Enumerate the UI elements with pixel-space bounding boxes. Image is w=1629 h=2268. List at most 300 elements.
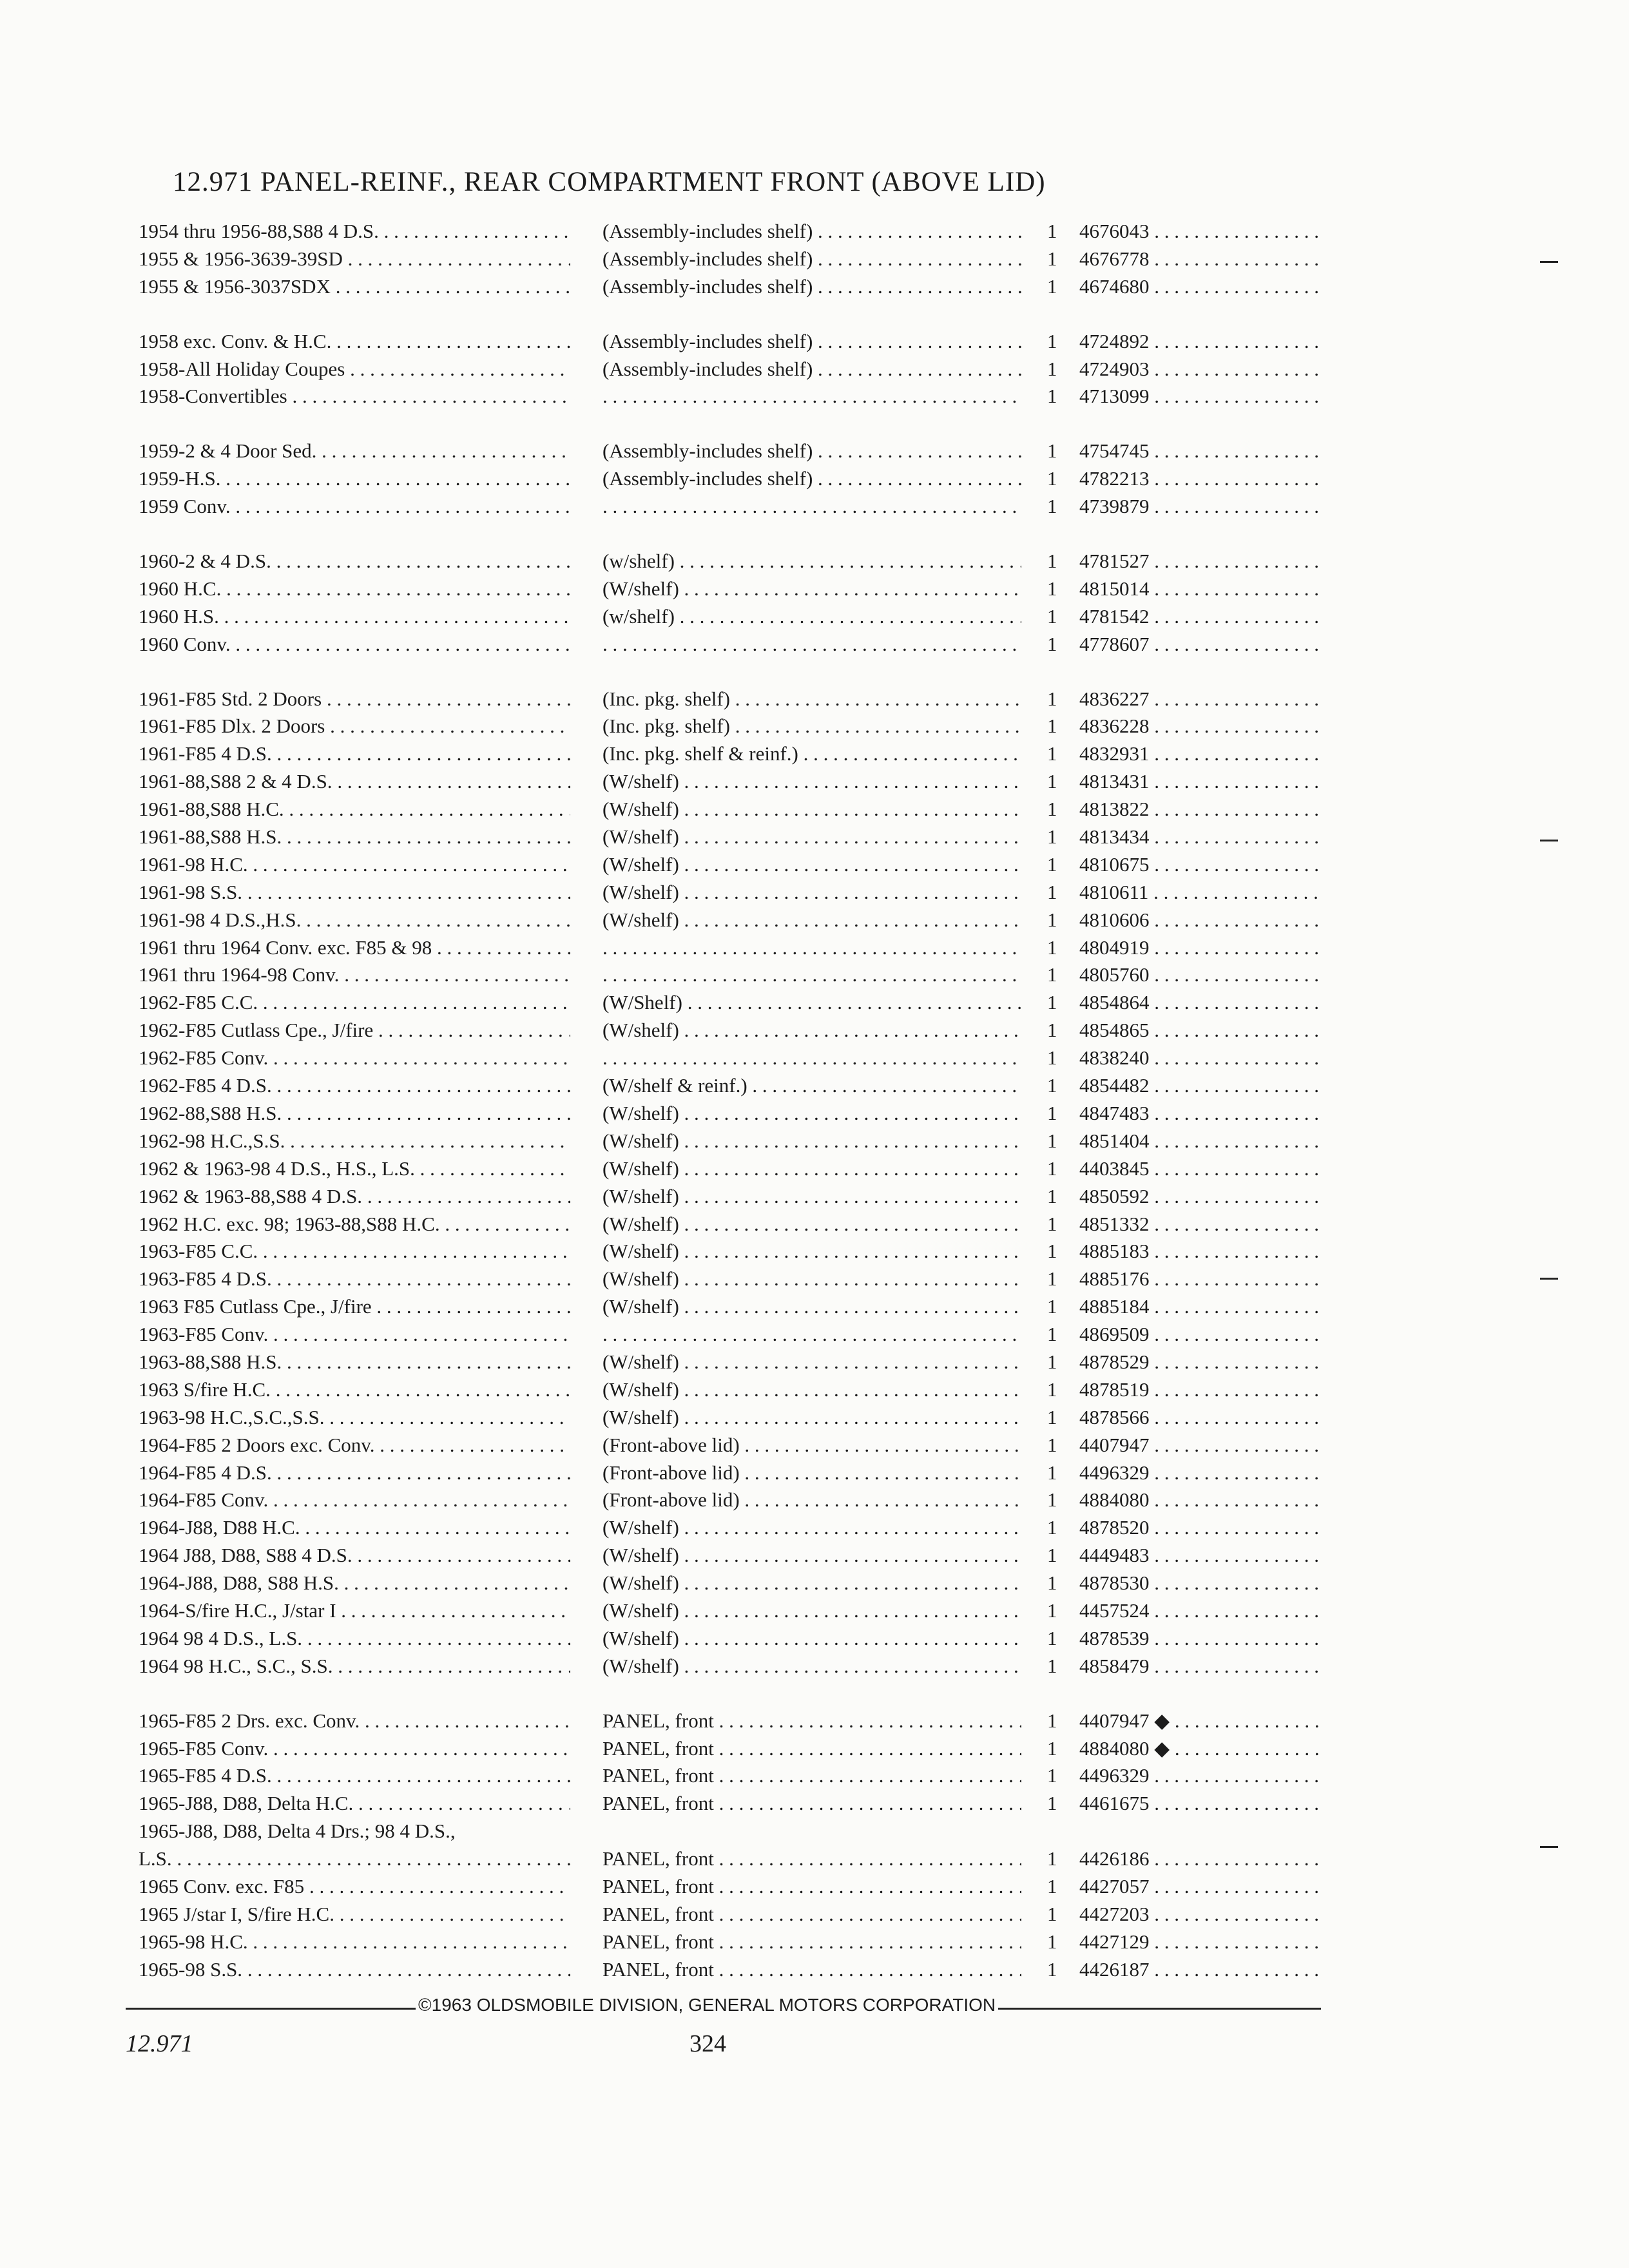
- quantity-cell: 1: [1047, 1157, 1057, 1180]
- description-cell: [602, 934, 1021, 961]
- model-cell: 1955 & 1956-3037SDX . . .: [139, 273, 570, 300]
- footer-copyright: ©1963 OLDSMOBILE DIVISION, GENERAL MOTORS CORPORATION: [416, 1995, 998, 2015]
- model-cell: 1960 H.S. . . .: [139, 603, 570, 630]
- part-number-cell: 4426186 . . .: [1079, 1845, 1324, 1872]
- part-number-cell: 4724892 . . .: [1079, 328, 1324, 355]
- quantity-cell: 1: [1047, 1709, 1057, 1732]
- part-number-cell: 4885184 . . .: [1079, 1293, 1324, 1320]
- description-cell: [602, 1044, 1021, 1072]
- model-cell: 1961-F85 Dlx. 2 Doors . . .: [139, 713, 570, 740]
- model-cell: 1961-88,S88 2 & 4 D.S. . . .: [139, 768, 570, 795]
- part-number-cell: 4449483 . . .: [1079, 1542, 1324, 1569]
- list-item: [139, 356, 1324, 383]
- list-item: [139, 1128, 1324, 1155]
- model-cell: 1961-98 H.C. . . .: [139, 851, 570, 878]
- quantity-cell: 1: [1047, 385, 1057, 408]
- model-cell: 1965 J/star I, S/fire H.C. . . .: [139, 1901, 570, 1928]
- part-number-cell: 4778607 . . .: [1079, 631, 1324, 658]
- description-cell: (Inc. pkg. shelf & reinf.) . . .: [602, 740, 1021, 767]
- quantity-cell: 1: [1047, 963, 1057, 986]
- part-number-cell: 4878530 . . .: [1079, 1570, 1324, 1597]
- description-cell: (W/shelf & reinf.) . . .: [602, 1072, 1021, 1099]
- model-cell: 1960-2 & 4 D.S. . . .: [139, 548, 570, 575]
- model-cell: 1964-F85 2 Doors exc. Conv. . . .: [139, 1432, 570, 1459]
- part-number-cell: 4810606 . . .: [1079, 907, 1324, 934]
- description-cell: PANEL, front . . .: [602, 1956, 1021, 1983]
- part-number-cell: 4854482 . . .: [1079, 1072, 1324, 1099]
- part-number-cell: 4878519 . . .: [1079, 1376, 1324, 1403]
- part-number-cell: 4461675 . . .: [1079, 1790, 1324, 1817]
- list-item: [139, 1818, 1324, 1845]
- list-item: [139, 796, 1324, 823]
- model-cell: 1965-J88, D88, Delta 4 Drs.; 98 4 D.S.,: [139, 1820, 456, 1843]
- model-cell: 1964-J88, D88 H.C. . . .: [139, 1514, 570, 1541]
- list-item: [139, 493, 1324, 521]
- part-number-cell: 4810675 . . .: [1079, 851, 1324, 878]
- list-item: [139, 1956, 1324, 1984]
- quantity-cell: 1: [1047, 1626, 1057, 1649]
- quantity-cell: 1: [1047, 715, 1057, 738]
- description-cell: PANEL, front . . .: [602, 1901, 1021, 1928]
- quantity-cell: 1: [1047, 825, 1057, 849]
- list-item: [139, 1486, 1324, 1514]
- description-cell: (Assembly-includes shelf) . . .: [602, 356, 1021, 383]
- list-item: [139, 1735, 1324, 1763]
- quantity-cell: 1: [1047, 495, 1057, 518]
- part-number-cell: 4739879 . . .: [1079, 493, 1324, 520]
- model-cell: 1958-All Holiday Coupes . . .: [139, 356, 570, 383]
- model-cell: 1961-F85 4 D.S. . . .: [139, 740, 570, 767]
- quantity-cell: 1: [1047, 1792, 1057, 1815]
- part-number-cell: 4836227 . . .: [1079, 686, 1324, 713]
- description-cell: PANEL, front . . .: [602, 1845, 1021, 1872]
- quantity-cell: 1: [1047, 1240, 1057, 1263]
- description-cell: (W/shelf) . . .: [602, 1017, 1021, 1044]
- model-cell: 1964-F85 4 D.S. . . .: [139, 1459, 570, 1486]
- model-cell: 1962-F85 C.C. . . .: [139, 989, 570, 1016]
- model-cell: 1964 J88, D88, S88 4 D.S. . . .: [139, 1542, 570, 1569]
- part-number-cell: 4676778 . . .: [1079, 245, 1324, 273]
- list-item: [139, 1762, 1324, 1790]
- quantity-cell: 1: [1047, 247, 1057, 270]
- description-cell: (W/shelf) . . .: [602, 1211, 1021, 1238]
- list-item: [139, 1459, 1324, 1487]
- model-cell: 1963-F85 Conv. . . .: [139, 1321, 570, 1348]
- quantity-cell: 1: [1047, 1847, 1057, 1870]
- part-number-cell: 4804919 . . .: [1079, 934, 1324, 961]
- model-cell: 1961-F85 Std. 2 Doors . . .: [139, 686, 570, 713]
- model-cell: 1960 Conv. . . .: [139, 631, 570, 658]
- list-item: [139, 823, 1324, 851]
- list-item: [139, 1072, 1324, 1100]
- part-number-cell: 4810611 . . .: [1079, 879, 1324, 906]
- description-cell: (W/shelf) . . .: [602, 1597, 1021, 1624]
- part-number-cell: 4850592 . . .: [1079, 1183, 1324, 1210]
- description-cell: (W/shelf) . . .: [602, 768, 1021, 795]
- model-cell: 1965 Conv. exc. F85 . . .: [139, 1873, 570, 1900]
- page-title: 12.971 PANEL-REINF., REAR COMPARTMENT FRONT (ABOVE LID): [173, 167, 1046, 197]
- description-cell: [602, 383, 1021, 410]
- model-cell: 1958-Convertibles . . .: [139, 383, 570, 410]
- description-cell: (W/shelf) . . .: [602, 823, 1021, 850]
- description-cell: PANEL, front . . .: [602, 1873, 1021, 1900]
- part-number-cell: 4407947 ◆ . . .: [1079, 1707, 1324, 1735]
- list-item: [139, 245, 1324, 273]
- list-item: [139, 1653, 1324, 1680]
- model-cell: 1961-98 4 D.S.,H.S. . . .: [139, 907, 570, 934]
- quantity-cell: 1: [1047, 1654, 1057, 1677]
- part-number-cell: 4403845 . . .: [1079, 1155, 1324, 1182]
- description-cell: (Inc. pkg. shelf) . . .: [602, 686, 1021, 713]
- description-cell: PANEL, front . . .: [602, 1707, 1021, 1735]
- model-cell: 1961-88,S88 H.C. . . .: [139, 796, 570, 823]
- list-item: [139, 961, 1324, 989]
- list-item: [139, 437, 1324, 465]
- model-cell: 1958 exc. Conv. & H.C. . . .: [139, 328, 570, 355]
- part-number-cell: 4847483 . . .: [1079, 1100, 1324, 1127]
- description-cell: PANEL, front . . .: [602, 1928, 1021, 1956]
- quantity-cell: 1: [1047, 1736, 1057, 1760]
- list-item: [139, 851, 1324, 879]
- list-item: [139, 1845, 1324, 1873]
- part-number-cell: 4496329 . . .: [1079, 1762, 1324, 1789]
- part-number-cell: 4858479 . . .: [1079, 1653, 1324, 1680]
- description-cell: (w/shelf) . . .: [602, 603, 1021, 630]
- margin-mark: [1540, 840, 1558, 841]
- model-cell: L.S. . . .: [139, 1845, 570, 1872]
- part-number-cell: 4427129 . . .: [1079, 1928, 1324, 1956]
- list-item: [139, 1100, 1324, 1128]
- model-cell: 1964 98 4 D.S., L.S. . . .: [139, 1625, 570, 1652]
- quantity-cell: 1: [1047, 329, 1057, 352]
- model-cell: 1959 Conv. . . .: [139, 493, 570, 520]
- description-cell: (W/shelf) . . .: [602, 1625, 1021, 1652]
- model-cell: 1962-88,S88 H.S. . . .: [139, 1100, 570, 1127]
- quantity-cell: 1: [1047, 550, 1057, 573]
- part-number-cell: 4854865 . . .: [1079, 1017, 1324, 1044]
- model-cell: 1964-F85 Conv. . . .: [139, 1486, 570, 1514]
- quantity-cell: 1: [1047, 1544, 1057, 1567]
- model-cell: 1961 thru 1964 Conv. exc. F85 & 98 . . .: [139, 934, 570, 961]
- list-item: [139, 879, 1324, 907]
- model-cell: 1954 thru 1956-88,S88 4 D.S. . . .: [139, 218, 570, 245]
- part-number-cell: 4815014 . . .: [1079, 575, 1324, 602]
- margin-mark: [1540, 261, 1558, 263]
- quantity-cell: 1: [1047, 1874, 1057, 1898]
- model-cell: 1965-J88, D88, Delta H.C. . . .: [139, 1790, 570, 1817]
- part-number-cell: 4496329 . . .: [1079, 1459, 1324, 1486]
- description-cell: (W/shelf) . . .: [602, 851, 1021, 878]
- quantity-cell: 1: [1047, 1902, 1057, 1925]
- list-item: [139, 575, 1324, 603]
- list-item: [139, 1044, 1324, 1072]
- description-cell: [602, 1321, 1021, 1348]
- model-cell: 1963-98 H.C.,S.C.,S.S. . . .: [139, 1404, 570, 1431]
- description-cell: (Assembly-includes shelf) . . .: [602, 328, 1021, 355]
- list-item: [139, 1404, 1324, 1432]
- model-cell: 1964-J88, D88, S88 H.S. . . .: [139, 1570, 570, 1597]
- margin-mark: [1540, 1278, 1558, 1280]
- part-number-cell: 4885183 . . .: [1079, 1238, 1324, 1265]
- list-item: [139, 1707, 1324, 1735]
- quantity-cell: 1: [1047, 1433, 1057, 1456]
- list-item: [139, 465, 1324, 493]
- part-number-cell: 4878539 . . .: [1079, 1625, 1324, 1652]
- description-cell: PANEL, front . . .: [602, 1790, 1021, 1817]
- list-item: [139, 934, 1324, 962]
- quantity-cell: 1: [1047, 798, 1057, 821]
- quantity-cell: 1: [1047, 1957, 1057, 1981]
- quantity-cell: 1: [1047, 1101, 1057, 1124]
- quantity-cell: 1: [1047, 220, 1057, 242]
- description-cell: (W/shelf) . . .: [602, 1265, 1021, 1293]
- list-item: [139, 768, 1324, 796]
- list-item: [139, 907, 1324, 934]
- description-cell: (Inc. pkg. shelf) . . .: [602, 713, 1021, 740]
- quantity-cell: 1: [1047, 1295, 1057, 1318]
- list-item: [139, 1155, 1324, 1183]
- description-cell: (W/shelf) . . .: [602, 879, 1021, 906]
- part-number-cell: 4884080 ◆ . . .: [1079, 1735, 1324, 1762]
- model-cell: 1961-88,S88 H.S. . . .: [139, 823, 570, 850]
- list-item: [139, 1901, 1324, 1928]
- description-cell: (W/Shelf) . . .: [602, 989, 1021, 1016]
- model-cell: 1965-F85 Conv. . . .: [139, 1735, 570, 1762]
- quantity-cell: 1: [1047, 604, 1057, 628]
- quantity-cell: 1: [1047, 1930, 1057, 1953]
- list-item: [139, 1183, 1324, 1211]
- quantity-cell: 1: [1047, 1129, 1057, 1152]
- quantity-cell: 1: [1047, 991, 1057, 1014]
- description-cell: (W/shelf) . . .: [602, 1542, 1021, 1569]
- quantity-cell: 1: [1047, 687, 1057, 710]
- description-cell: (W/shelf) . . .: [602, 796, 1021, 823]
- description-cell: (W/shelf) . . .: [602, 1349, 1021, 1376]
- quantity-cell: 1: [1047, 742, 1057, 765]
- part-number-cell: 4676043 . . .: [1079, 218, 1324, 245]
- part-number-cell: 4832931 . . .: [1079, 740, 1324, 767]
- part-number-cell: 4813434 . . .: [1079, 823, 1324, 850]
- part-number-cell: 4805760 . . .: [1079, 961, 1324, 988]
- list-item: [139, 740, 1324, 768]
- list-item: [139, 1432, 1324, 1459]
- model-cell: 1963-F85 4 D.S. . . .: [139, 1265, 570, 1293]
- part-number-cell: 4836228 . . .: [1079, 713, 1324, 740]
- model-cell: 1962-F85 Conv. . . .: [139, 1044, 570, 1072]
- part-number-cell: 4781542 . . .: [1079, 603, 1324, 630]
- part-number-cell: 4782213 . . .: [1079, 465, 1324, 492]
- part-number-cell: 4838240 . . .: [1079, 1044, 1324, 1072]
- model-cell: 1961 thru 1964-98 Conv. . . .: [139, 961, 570, 988]
- part-number-cell: 4878529 . . .: [1079, 1349, 1324, 1376]
- quantity-cell: 1: [1047, 880, 1057, 903]
- description-cell: (W/shelf) . . .: [602, 1376, 1021, 1403]
- part-number-cell: 4869509 . . .: [1079, 1321, 1324, 1348]
- list-item: [139, 1238, 1324, 1265]
- part-number-cell: 4724903 . . .: [1079, 356, 1324, 383]
- quantity-cell: 1: [1047, 770, 1057, 793]
- quantity-cell: 1: [1047, 1323, 1057, 1346]
- quantity-cell: 1: [1047, 1378, 1057, 1401]
- description-cell: (W/shelf) . . .: [602, 1293, 1021, 1320]
- list-item: [139, 713, 1324, 740]
- list-item: [139, 273, 1324, 301]
- quantity-cell: 1: [1047, 936, 1057, 959]
- list-item: [139, 548, 1324, 575]
- quantity-cell: 1: [1047, 1267, 1057, 1291]
- part-number-cell: 4851404 . . .: [1079, 1128, 1324, 1155]
- list-item: [139, 1597, 1324, 1625]
- model-cell: 1965-F85 2 Drs. exc. Conv. . . .: [139, 1707, 570, 1735]
- list-item: [139, 631, 1324, 658]
- quantity-cell: 1: [1047, 1019, 1057, 1042]
- part-number-cell: 4878520 . . .: [1079, 1514, 1324, 1541]
- quantity-cell: 1: [1047, 1599, 1057, 1622]
- model-cell: 1959-H.S. . . .: [139, 465, 570, 492]
- part-number-cell: 4854864 . . .: [1079, 989, 1324, 1016]
- part-number-cell: 4713099 . . .: [1079, 383, 1324, 410]
- quantity-cell: 1: [1047, 1571, 1057, 1595]
- list-item: [139, 383, 1324, 410]
- description-cell: (W/shelf) . . .: [602, 907, 1021, 934]
- list-item: [139, 1293, 1324, 1321]
- quantity-cell: 1: [1047, 1184, 1057, 1207]
- part-number-cell: 4407947 . . .: [1079, 1432, 1324, 1459]
- quantity-cell: 1: [1047, 632, 1057, 655]
- description-cell: (W/shelf) . . .: [602, 575, 1021, 602]
- page-number: 324: [689, 2030, 726, 2057]
- quantity-cell: 1: [1047, 357, 1057, 380]
- part-number-cell: 4427057 . . .: [1079, 1873, 1324, 1900]
- quantity-cell: 1: [1047, 1461, 1057, 1484]
- model-cell: 1962 & 1963-98 4 D.S., H.S., L.S. . . .: [139, 1155, 570, 1182]
- list-item: [139, 328, 1324, 356]
- description-cell: (Assembly-includes shelf) . . .: [602, 465, 1021, 492]
- list-item: [139, 1211, 1324, 1238]
- part-number-cell: 4754745 . . .: [1079, 437, 1324, 465]
- model-cell: 1962-F85 Cutlass Cpe., J/fire . . .: [139, 1017, 570, 1044]
- model-cell: 1964-S/fire H.C., J/star I . . .: [139, 1597, 570, 1624]
- part-number-cell: 4674680 . . .: [1079, 273, 1324, 300]
- model-cell: 1961-98 S.S. . . .: [139, 879, 570, 906]
- quantity-cell: 1: [1047, 577, 1057, 600]
- model-cell: 1959-2 & 4 Door Sed. . . .: [139, 437, 570, 465]
- model-cell: 1965-F85 4 D.S. . . .: [139, 1762, 570, 1789]
- description-cell: (W/shelf) . . .: [602, 1128, 1021, 1155]
- list-item: [139, 1017, 1324, 1044]
- quantity-cell: 1: [1047, 1516, 1057, 1539]
- description-cell: (Assembly-includes shelf) . . .: [602, 273, 1021, 300]
- list-item: [139, 1570, 1324, 1597]
- quantity-cell: 1: [1047, 1405, 1057, 1428]
- part-number-cell: 4457524 . . .: [1079, 1597, 1324, 1624]
- list-item: [139, 686, 1324, 713]
- description-cell: (Assembly-includes shelf) . . .: [602, 437, 1021, 465]
- model-cell: 1955 & 1956-3639-39SD . . .: [139, 245, 570, 273]
- part-number-cell: 4813431 . . .: [1079, 768, 1324, 795]
- model-cell: 1962-F85 4 D.S. . . .: [139, 1072, 570, 1099]
- part-number-cell: 4781527 . . .: [1079, 548, 1324, 575]
- description-cell: [602, 961, 1021, 988]
- quantity-cell: 1: [1047, 1764, 1057, 1787]
- description-cell: (W/shelf) . . .: [602, 1183, 1021, 1210]
- list-item: [139, 1873, 1324, 1901]
- description-cell: (Assembly-includes shelf) . . .: [602, 245, 1021, 273]
- model-cell: 1962-98 H.C.,S.S. . . .: [139, 1128, 570, 1155]
- part-number-cell: 4884080 . . .: [1079, 1486, 1324, 1514]
- quantity-cell: 1: [1047, 439, 1057, 463]
- model-cell: 1963 S/fire H.C. . . .: [139, 1376, 570, 1403]
- model-cell: 1963 F85 Cutlass Cpe., J/fire . . .: [139, 1293, 570, 1320]
- description-cell: (Front-above lid) . . .: [602, 1432, 1021, 1459]
- list-item: [139, 1790, 1324, 1818]
- footer-section-number: 12.971: [126, 2030, 193, 2057]
- part-number-cell: 4427203 . . .: [1079, 1901, 1324, 1928]
- list-item: [139, 1625, 1324, 1653]
- list-item: [139, 1321, 1324, 1349]
- model-cell: 1960 H.C. . . .: [139, 575, 570, 602]
- description-cell: (W/shelf) . . .: [602, 1570, 1021, 1597]
- parts-list: [139, 218, 1324, 1984]
- part-number-cell: 4426187 . . .: [1079, 1956, 1324, 1983]
- description-cell: PANEL, front . . .: [602, 1735, 1021, 1762]
- quantity-cell: 1: [1047, 1350, 1057, 1373]
- list-item: [139, 603, 1324, 631]
- list-item: [139, 1376, 1324, 1404]
- description-cell: (W/shelf) . . .: [602, 1653, 1021, 1680]
- quantity-cell: 1: [1047, 1212, 1057, 1235]
- description-cell: (Assembly-includes shelf) . . .: [602, 218, 1021, 245]
- model-cell: 1963-88,S88 H.S. . . .: [139, 1349, 570, 1376]
- description-cell: (Front-above lid) . . .: [602, 1459, 1021, 1486]
- model-cell: 1962 & 1963-88,S88 4 D.S. . . .: [139, 1183, 570, 1210]
- quantity-cell: 1: [1047, 908, 1057, 931]
- quantity-cell: 1: [1047, 1074, 1057, 1097]
- list-item: [139, 1265, 1324, 1293]
- margin-mark: [1540, 1846, 1558, 1848]
- model-cell: 1963-F85 C.C. . . .: [139, 1238, 570, 1265]
- quantity-cell: 1: [1047, 467, 1057, 490]
- list-item: [139, 1542, 1324, 1570]
- description-cell: (W/shelf) . . .: [602, 1514, 1021, 1541]
- list-item: [139, 1514, 1324, 1542]
- description-cell: (W/shelf) . . .: [602, 1155, 1021, 1182]
- description-cell: PANEL, front . . .: [602, 1762, 1021, 1789]
- model-cell: 1962 H.C. exc. 98; 1963-88,S88 H.C. . . .: [139, 1211, 570, 1238]
- list-item: [139, 989, 1324, 1017]
- part-number-cell: 4851332 . . .: [1079, 1211, 1324, 1238]
- quantity-cell: 1: [1047, 274, 1057, 298]
- model-cell: 1965-98 H.C. . . .: [139, 1928, 570, 1956]
- part-number-cell: 4885176 . . .: [1079, 1265, 1324, 1293]
- model-cell: 1965-98 S.S. . . .: [139, 1956, 570, 1983]
- description-cell: [602, 631, 1021, 658]
- description-cell: (W/shelf) . . .: [602, 1238, 1021, 1265]
- description-cell: (w/shelf) . . .: [602, 548, 1021, 575]
- description-cell: (W/shelf) . . .: [602, 1404, 1021, 1431]
- part-number-cell: 4878566 . . .: [1079, 1404, 1324, 1431]
- list-item: [139, 1928, 1324, 1956]
- quantity-cell: 1: [1047, 852, 1057, 876]
- quantity-cell: 1: [1047, 1046, 1057, 1070]
- description-cell: (Front-above lid) . . .: [602, 1486, 1021, 1514]
- list-item: [139, 1349, 1324, 1376]
- description-cell: [602, 493, 1021, 520]
- model-cell: 1964 98 H.C., S.C., S.S. . . .: [139, 1653, 570, 1680]
- part-number-cell: 4813822 . . .: [1079, 796, 1324, 823]
- description-cell: (W/shelf) . . .: [602, 1100, 1021, 1127]
- quantity-cell: 1: [1047, 1488, 1057, 1512]
